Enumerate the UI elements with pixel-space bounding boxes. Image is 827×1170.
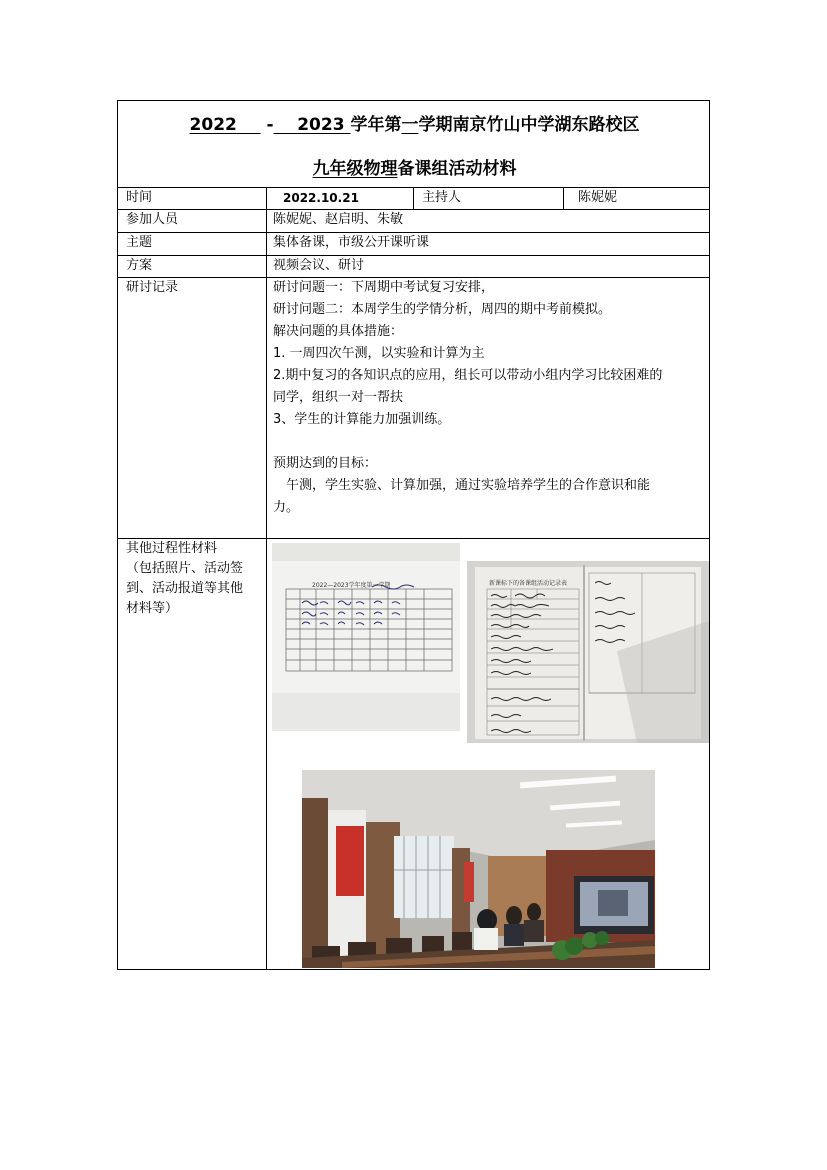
record-label: 研讨记录 (126, 280, 179, 295)
activity-record-form (117, 100, 710, 970)
year-start: 2022 (189, 115, 237, 135)
record-line: 预期达到的目标： (273, 456, 378, 471)
school-name: 学期南京竹山中学湖东路校区 (418, 115, 640, 135)
record-line: 1. 一周四次午测，以实验和计算为主 (273, 346, 485, 361)
materials-label-line: （包括照片、活动签 (126, 561, 244, 576)
record-line: 研讨问题二：本周学生的学情分析，周四的期中考前模拟。 (273, 302, 612, 317)
document-subtitle (118, 156, 711, 182)
record-line: 3、学生的计算能力加强训练。 (273, 412, 451, 427)
materials-label-line: 到、活动报道等其他 (126, 581, 244, 596)
record-line: 解决问题的具体措施： (273, 324, 404, 339)
time-label: 时间 (126, 190, 153, 205)
topic-value: 集体备课，市级公开课听课 (273, 235, 430, 250)
record-blank-line (273, 431, 703, 453)
topic-label: 主题 (126, 235, 153, 250)
materials-label (126, 539, 243, 619)
notebook-heading: 新课标下的备课组活动记录表 (489, 580, 568, 587)
sheet-title-text: 2022—2023学年度第一学期 (312, 582, 391, 589)
notebook-photo (467, 561, 709, 743)
academic-year-text: 学年第 (350, 115, 402, 135)
record-line: 2.期中复习的各知识点的应用，组长可以带动小组内学习比较困难的 (273, 368, 663, 383)
participants-value: 陈妮妮、赵启明、朱敏 (273, 212, 404, 227)
meeting-room-photo (302, 770, 655, 968)
subtitle-rest: 备课组活动材料 (397, 159, 517, 179)
subject-group: 九年级物理 (312, 159, 398, 179)
semester-number: 一 (401, 115, 419, 135)
participants-label: 参加人员 (126, 212, 179, 227)
record-line: 同学，组织一对一帮扶 (273, 390, 404, 405)
host-label: 主持人 (422, 190, 462, 205)
record-line: 力。 (273, 500, 300, 515)
materials-label-line: 其他过程性材料 (126, 541, 218, 556)
record-line: 午测，学生实验、计算加强，通过实验培养学生的合作意识和能 (273, 478, 651, 493)
discussion-record (273, 277, 703, 519)
year-dash: - (266, 115, 274, 135)
sign-in-sheet-photo (272, 543, 460, 731)
document-title (118, 112, 711, 138)
record-line: 研讨问题一：下周期中考试复习安排， (273, 280, 495, 295)
year-end: 2023 (297, 115, 345, 135)
host-value: 陈妮妮 (578, 190, 618, 205)
time-value: 2022.10.21 (283, 191, 359, 205)
plan-label: 方案 (126, 258, 153, 273)
plan-value: 视频会议、研讨 (273, 258, 365, 273)
materials-label-line: 材料等） (126, 601, 179, 616)
